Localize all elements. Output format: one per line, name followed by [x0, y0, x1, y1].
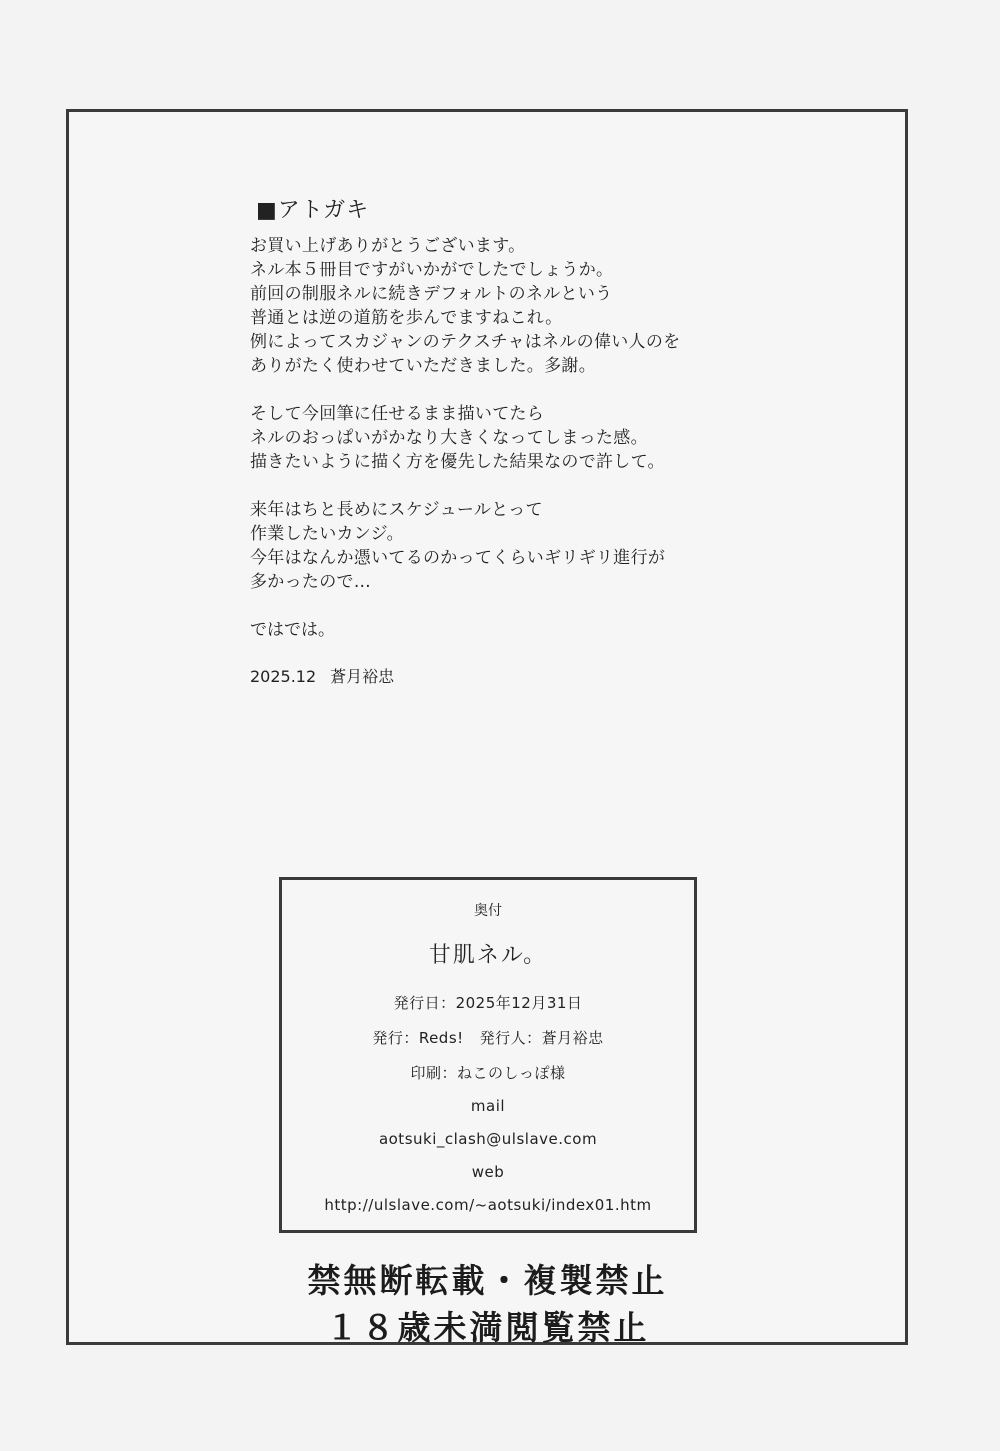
afterword-paragraph — [250, 498, 810, 594]
colophon-mail-label: mail — [470, 1097, 506, 1115]
afterword-line: お買い上げありがとうございます。 — [250, 236, 526, 256]
colophon-issuer: 発行人：蒼月裕忠 — [479, 1029, 604, 1047]
afterword-line: そして今回筆に任せるまま描いてたら — [250, 404, 545, 424]
afterword-line: 前回の制服ネルに続きデフォルトのネルという — [250, 284, 613, 304]
colophon-web: http://ulslave.com/~aotsuki/index01.htm — [324, 1196, 652, 1214]
colophon-title: 甘肌ネル。 — [428, 943, 548, 968]
afterword-line: 来年はちと長めにスケジュールとって — [250, 500, 543, 520]
afterword-heading: ■アトガキ — [256, 198, 370, 223]
afterword-line: ありがたく使わせていただきました。多謝。 — [250, 356, 596, 376]
afterword-date: 2025.12 — [250, 667, 317, 686]
afterword-closing: ではでは。 — [250, 620, 335, 640]
colophon-issue-date: 発行日：2025年12月31日 — [393, 994, 583, 1012]
colophon-publisher: 発行：Reds! — [372, 1029, 464, 1047]
afterword-section — [250, 196, 810, 688]
colophon-label: 奥付 — [474, 903, 502, 919]
afterword-paragraph — [250, 234, 810, 378]
afterword-line: ネル本５冊目ですがいかがでしたでしょうか。 — [250, 260, 614, 280]
afterword-author: 蒼月裕忠 — [330, 667, 395, 686]
colophon-web-label: web — [471, 1163, 505, 1181]
age-restriction-notice: １８歳未満閲覧禁止 — [325, 1308, 650, 1347]
afterword-line: 今年はなんか憑いてるのかってくらいギリギリ進行が — [250, 548, 666, 568]
colophon-box — [279, 877, 697, 1233]
afterword-line: 例によってスカジャンのテクスチャはネルの偉い人のを — [250, 332, 681, 352]
afterword-signature — [250, 666, 810, 688]
colophon-publisher-row — [282, 1027, 694, 1048]
afterword-paragraph — [250, 402, 810, 474]
colophon-mail: aotsuki_clash@ulslave.com — [378, 1130, 598, 1148]
afterword-line: 多かったので… — [250, 572, 372, 592]
afterword-line: 作業したいカンジ。 — [250, 524, 404, 544]
afterword-line: 描きたいように描く方を優先した結果なので許して。 — [250, 452, 665, 472]
afterword-line: ネルのおっぱいがかなり大きくなってしまった感。 — [250, 428, 648, 448]
afterword-line: 普通とは逆の道筋を歩んでますねこれ。 — [250, 308, 563, 328]
colophon-printer: 印刷：ねこのしっぽ様 — [410, 1064, 566, 1082]
no-reproduction-notice: 禁無断転載・複製禁止 — [307, 1261, 668, 1300]
